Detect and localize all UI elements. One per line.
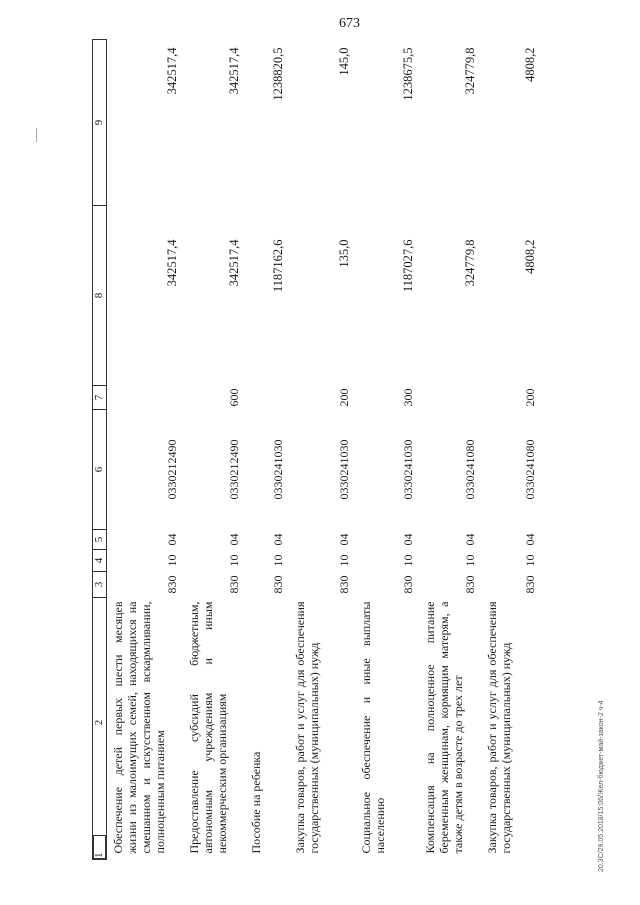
- column-header-2: 2: [93, 719, 105, 726]
- row-code-4: 10: [462, 554, 477, 567]
- column-number-row: [93, 40, 107, 860]
- row-code-3: 830: [226, 575, 241, 594]
- column-header-3: 3: [93, 572, 107, 598]
- row-code-5: 04: [336, 533, 351, 546]
- budget-table: [92, 39, 541, 860]
- table-row: [355, 40, 419, 860]
- row-code-7: 200: [522, 388, 537, 407]
- row-code-4: 10: [400, 554, 415, 567]
- table-row: [245, 40, 289, 860]
- row-code-5: 04: [226, 533, 241, 546]
- rotated-table-wrapper: [92, 40, 602, 860]
- row-name: Закупка товаров, работ и услуг для обеспечения государственных (муниципальных) нужд: [484, 601, 513, 854]
- row-code-4: 10: [270, 554, 285, 567]
- row-code-7: 600: [226, 388, 241, 407]
- table-row: [289, 40, 355, 860]
- row-code-4: 10: [164, 554, 179, 567]
- scan-mark: [36, 128, 37, 142]
- row-amount-9: 324779,8: [462, 47, 477, 95]
- row-code-7: [245, 386, 289, 410]
- row-amount-8: 324779,8: [462, 239, 477, 287]
- row-name: Социальное обеспечение и иные выплаты населению: [358, 601, 387, 854]
- row-amount-9: 145,0: [336, 47, 351, 76]
- table-row: [107, 40, 183, 860]
- footer-note: 20.3С/29.05.2018/15:06/Жел-бюджет-май-закон-2 ч-4: [598, 700, 605, 872]
- row-name: Предоставление субсидий бюджетным, автономным учреждениям и иным некоммерческим организациям: [186, 601, 229, 854]
- row-code-6: 0330241080: [522, 439, 537, 500]
- row-code-4: 10: [522, 554, 537, 567]
- row-code-3: 830: [400, 575, 415, 594]
- row-code-6: 0330241030: [336, 439, 351, 500]
- row-code-6: 0330241080: [462, 439, 477, 500]
- row-amount-9: 342517,4: [226, 47, 241, 95]
- row-code-6: 0330241030: [400, 439, 415, 500]
- row-code-7: [419, 386, 481, 410]
- row-amount-8: 135,0: [336, 239, 351, 268]
- row-amount-8: 4808,2: [522, 239, 537, 274]
- column-header-1: 1: [93, 835, 106, 859]
- row-code-3: 830: [462, 575, 477, 594]
- row-code-5: 04: [164, 533, 179, 546]
- row-code-7: 300: [400, 388, 415, 407]
- row-code-3: 830: [336, 575, 351, 594]
- row-code-6: 0330212490: [164, 439, 179, 500]
- row-amount-9: 1238820,5: [270, 47, 285, 101]
- row-amount-9: 1238675,5: [400, 47, 415, 101]
- row-code-5: 04: [400, 533, 415, 546]
- row-code-3: 830: [270, 575, 285, 594]
- row-amount-8: 1187162,6: [270, 239, 285, 293]
- column-header-4: 4: [93, 550, 107, 572]
- page-number: 673: [339, 16, 360, 31]
- row-code-3: 830: [522, 575, 537, 594]
- row-name: Пособие на ребенка: [248, 751, 263, 854]
- row-code-5: 04: [522, 533, 537, 546]
- row-name: Компенсация на полноценное питание беременным женщинам, кормящим матерям, а также детям в возрасте до трех лет: [422, 601, 465, 854]
- row-code-4: 10: [336, 554, 351, 567]
- column-header-1-2: [93, 598, 107, 860]
- row-name: Обеспечение детей первых шести месяцев жизни из малоимущих семей, находящихся на смешанном и искусственном вскармливании, полноценным питанием: [111, 601, 167, 854]
- row-code-5: 04: [462, 533, 477, 546]
- row-code-3: 830: [164, 575, 179, 594]
- column-header-9: 9: [93, 40, 107, 206]
- table-row: [183, 40, 245, 860]
- row-amount-8: 342517,4: [226, 239, 241, 287]
- row-code-7: 200: [336, 388, 351, 407]
- row-amount-8: 342517,4: [164, 239, 179, 287]
- table-body: [107, 40, 541, 860]
- column-header-6: 6: [93, 410, 107, 530]
- row-amount-9: 342517,4: [164, 47, 179, 95]
- row-code-7: [107, 386, 183, 410]
- row-code-4: 10: [226, 554, 241, 567]
- row-code-6: 0330212490: [226, 439, 241, 500]
- row-name: Закупка товаров, работ и услуг для обеспечения государственных (муниципальных) нужд: [292, 601, 321, 854]
- row-amount-8: 1187027,6: [400, 239, 415, 293]
- table-row: [481, 40, 541, 860]
- row-code-6: 0330241030: [270, 439, 285, 500]
- row-code-5: 04: [270, 533, 285, 546]
- column-header-5: 5: [93, 530, 107, 550]
- column-header-8: 8: [93, 206, 107, 386]
- column-header-7: 7: [93, 386, 107, 410]
- table-row: [419, 40, 481, 860]
- row-amount-9: 4808,2: [522, 47, 537, 82]
